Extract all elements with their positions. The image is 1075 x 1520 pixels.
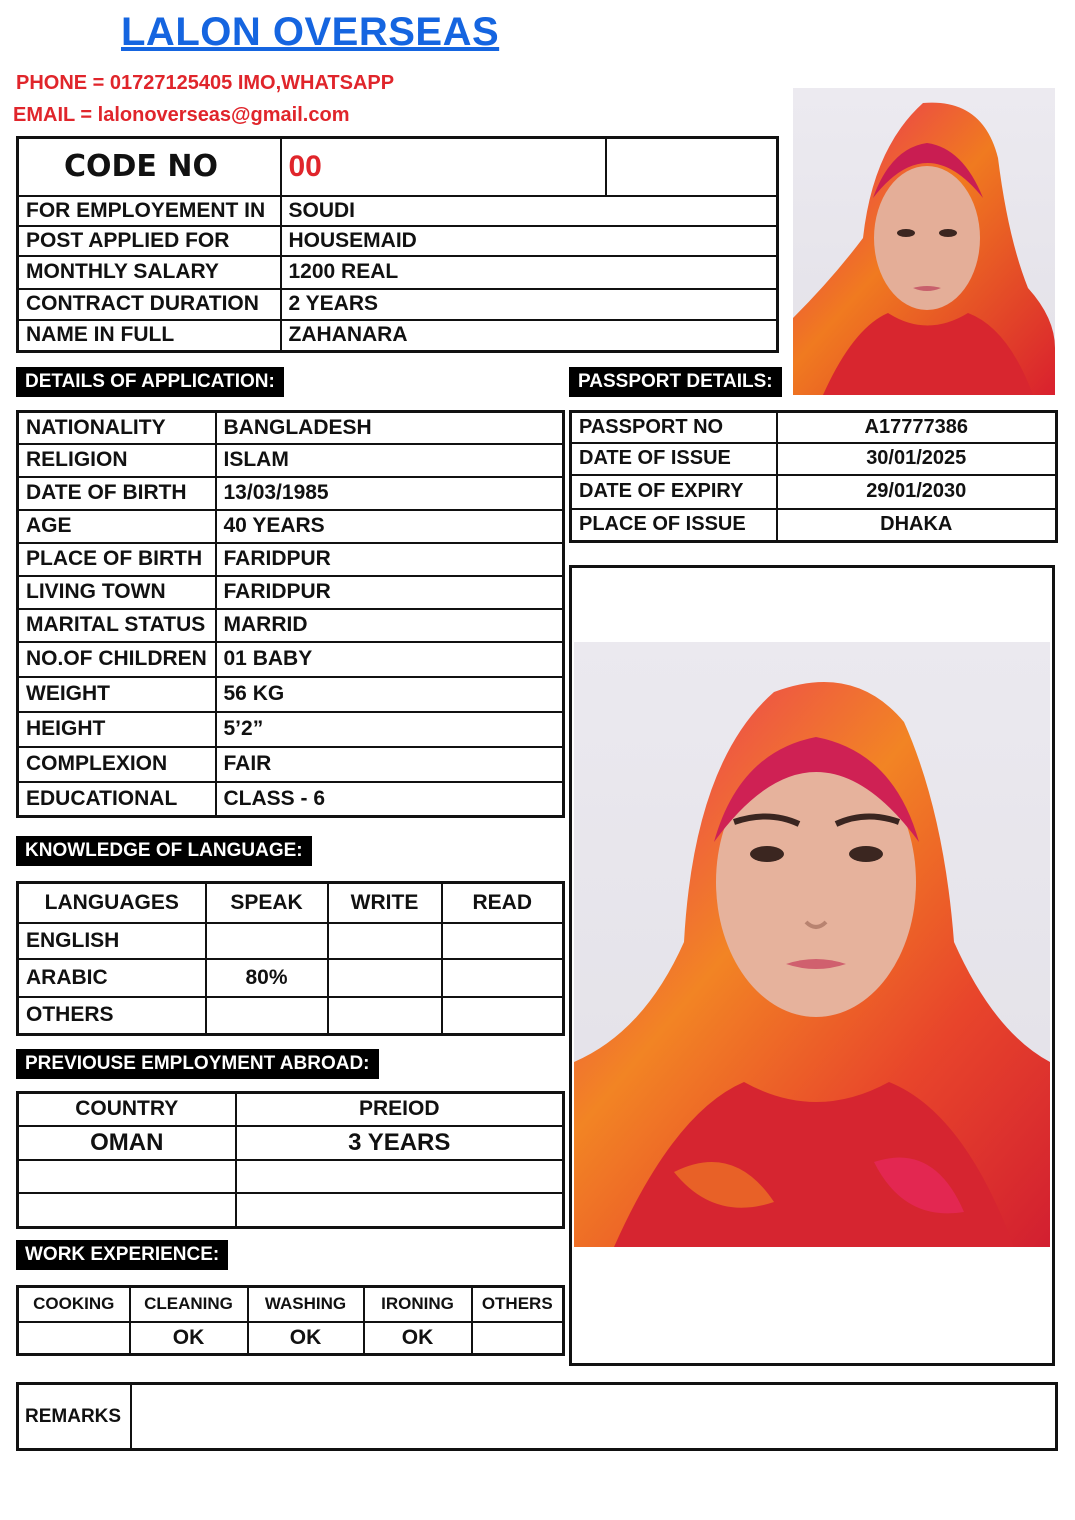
table-header-row bbox=[18, 1287, 564, 1322]
row-value: MARRID bbox=[216, 609, 564, 642]
country-value bbox=[18, 1160, 236, 1193]
row-label: HEIGHT bbox=[18, 712, 216, 747]
row-value: HOUSEMAID bbox=[281, 226, 778, 256]
table-row bbox=[18, 320, 778, 352]
row-value: A17777386 bbox=[777, 412, 1057, 443]
language-heading: KNOWLEDGE OF LANGUAGE: bbox=[16, 836, 312, 866]
table-row bbox=[18, 747, 564, 782]
previous-employment-table bbox=[16, 1091, 565, 1229]
ironing-value: OK bbox=[364, 1322, 472, 1355]
row-value: ZAHANARA bbox=[281, 320, 778, 352]
email-line: EMAIL = lalonoverseas@gmail.com bbox=[13, 104, 350, 126]
table-row bbox=[18, 412, 564, 444]
others-value bbox=[472, 1322, 564, 1355]
table-header-row bbox=[18, 883, 564, 923]
applicant-photo-small bbox=[793, 88, 1055, 395]
row-value: 2 YEARS bbox=[281, 289, 778, 320]
work-experience-heading: WORK EXPERIENCE: bbox=[16, 1240, 228, 1270]
table-row bbox=[18, 1126, 564, 1160]
row-value: 29/01/2030 bbox=[777, 475, 1057, 509]
table-row bbox=[18, 289, 778, 320]
table-row bbox=[18, 782, 564, 817]
row-label: DATE OF ISSUE bbox=[571, 443, 777, 475]
table-row bbox=[18, 959, 564, 997]
write-value bbox=[328, 959, 442, 997]
code-label: CODE NO bbox=[18, 138, 281, 196]
cleaning-value: OK bbox=[130, 1322, 248, 1355]
row-label: DATE OF EXPIRY bbox=[571, 475, 777, 509]
table-row bbox=[18, 510, 564, 543]
remarks-row bbox=[18, 1384, 1057, 1450]
table-row bbox=[18, 642, 564, 677]
application-heading: DETAILS OF APPLICATION: bbox=[16, 367, 284, 397]
work-experience-table bbox=[16, 1285, 565, 1356]
row-value: DHAKA bbox=[777, 509, 1057, 542]
row-label: POST APPLIED FOR bbox=[18, 226, 281, 256]
portrait-image bbox=[574, 642, 1050, 1247]
header-cooking: COOKING bbox=[18, 1287, 130, 1322]
write-value bbox=[328, 923, 442, 959]
write-value bbox=[328, 997, 442, 1035]
row-label: MONTHLY SALARY bbox=[18, 256, 281, 289]
code-row bbox=[18, 138, 778, 196]
row-label: COMPLEXION bbox=[18, 747, 216, 782]
read-value bbox=[442, 959, 564, 997]
row-value: FARIDPUR bbox=[216, 576, 564, 609]
row-value: 5’2” bbox=[216, 712, 564, 747]
header-write: WRITE bbox=[328, 883, 442, 923]
row-label: NO.OF CHILDREN bbox=[18, 642, 216, 677]
row-value: ISLAM bbox=[216, 444, 564, 477]
table-row bbox=[571, 509, 1057, 542]
washing-value: OK bbox=[248, 1322, 364, 1355]
table-row bbox=[571, 475, 1057, 509]
row-label: PLACE OF ISSUE bbox=[571, 509, 777, 542]
header-languages: LANGUAGES bbox=[18, 883, 206, 923]
table-row bbox=[18, 677, 564, 712]
language-name: ENGLISH bbox=[18, 923, 206, 959]
row-value: 01 BABY bbox=[216, 642, 564, 677]
table-row bbox=[571, 443, 1057, 475]
row-label: LIVING TOWN bbox=[18, 576, 216, 609]
table-row bbox=[18, 1322, 564, 1355]
row-label: NATIONALITY bbox=[18, 412, 216, 444]
table-row bbox=[18, 477, 564, 510]
country-value: OMAN bbox=[18, 1126, 236, 1160]
table-row bbox=[18, 1193, 564, 1228]
row-label: DATE OF BIRTH bbox=[18, 477, 216, 510]
row-label: PASSPORT NO bbox=[571, 412, 777, 443]
row-label: FOR EMPLOYEMENT IN bbox=[18, 196, 281, 226]
row-label: AGE bbox=[18, 510, 216, 543]
table-row bbox=[18, 609, 564, 642]
row-value: BANGLADESH bbox=[216, 412, 564, 444]
remarks-table bbox=[16, 1382, 1058, 1451]
table-row bbox=[18, 712, 564, 747]
row-label: NAME IN FULL bbox=[18, 320, 281, 352]
read-value bbox=[442, 923, 564, 959]
speak-value: 80% bbox=[206, 959, 328, 997]
header-washing: WASHING bbox=[248, 1287, 364, 1322]
language-table bbox=[16, 881, 565, 1036]
row-value: 30/01/2025 bbox=[777, 443, 1057, 475]
row-label: CONTRACT DURATION bbox=[18, 289, 281, 320]
header-others: OTHERS bbox=[472, 1287, 564, 1322]
agency-title: LALON OVERSEAS bbox=[121, 10, 500, 54]
period-value: 3 YEARS bbox=[236, 1126, 564, 1160]
top-info-table bbox=[16, 136, 779, 353]
passport-heading: PASSPORT DETAILS: bbox=[569, 367, 782, 397]
phone-line: PHONE = 01727125405 IMO,WHATSAPP bbox=[16, 72, 395, 94]
row-value: 40 YEARS bbox=[216, 510, 564, 543]
period-value bbox=[236, 1193, 564, 1228]
table-header-row bbox=[18, 1093, 564, 1126]
row-value: 56 KG bbox=[216, 677, 564, 712]
language-name: ARABIC bbox=[18, 959, 206, 997]
header-speak: SPEAK bbox=[206, 883, 328, 923]
row-value: FARIDPUR bbox=[216, 543, 564, 576]
table-row bbox=[18, 1160, 564, 1193]
row-value: SOUDI bbox=[281, 196, 778, 226]
header-ironing: IRONING bbox=[364, 1287, 472, 1322]
portrait-image bbox=[793, 88, 1055, 395]
row-value: 1200 REAL bbox=[281, 256, 778, 289]
table-row bbox=[18, 923, 564, 959]
row-label: MARITAL STATUS bbox=[18, 609, 216, 642]
table-row bbox=[18, 576, 564, 609]
previous-employment-heading: PREVIOUSE EMPLOYMENT ABROAD: bbox=[16, 1049, 379, 1079]
table-row bbox=[18, 226, 778, 256]
passport-table bbox=[569, 410, 1058, 543]
row-label: RELIGION bbox=[18, 444, 216, 477]
row-value: CLASS - 6 bbox=[216, 782, 564, 817]
cooking-value bbox=[18, 1322, 130, 1355]
header-period: PREIOD bbox=[236, 1093, 564, 1126]
speak-value bbox=[206, 997, 328, 1035]
header-read: READ bbox=[442, 883, 564, 923]
table-row bbox=[18, 196, 778, 226]
row-label: WEIGHT bbox=[18, 677, 216, 712]
row-value: 13/03/1985 bbox=[216, 477, 564, 510]
language-name: OTHERS bbox=[18, 997, 206, 1035]
header-country: COUNTRY bbox=[18, 1093, 236, 1126]
code-extra-cell bbox=[606, 138, 778, 196]
period-value bbox=[236, 1160, 564, 1193]
application-table bbox=[16, 410, 565, 818]
applicant-photo-large bbox=[574, 642, 1050, 1247]
header-cleaning: CLEANING bbox=[130, 1287, 248, 1322]
read-value bbox=[442, 997, 564, 1035]
speak-value bbox=[206, 923, 328, 959]
table-row bbox=[18, 543, 564, 576]
table-row bbox=[18, 444, 564, 477]
remarks-label: REMARKS bbox=[18, 1384, 131, 1450]
country-value bbox=[18, 1193, 236, 1228]
row-label: EDUCATIONAL bbox=[18, 782, 216, 817]
table-row bbox=[571, 412, 1057, 443]
row-value: FAIR bbox=[216, 747, 564, 782]
table-row bbox=[18, 997, 564, 1035]
row-label: PLACE OF BIRTH bbox=[18, 543, 216, 576]
code-value: 00 bbox=[281, 138, 606, 196]
table-row bbox=[18, 256, 778, 289]
remarks-value bbox=[131, 1384, 1057, 1450]
